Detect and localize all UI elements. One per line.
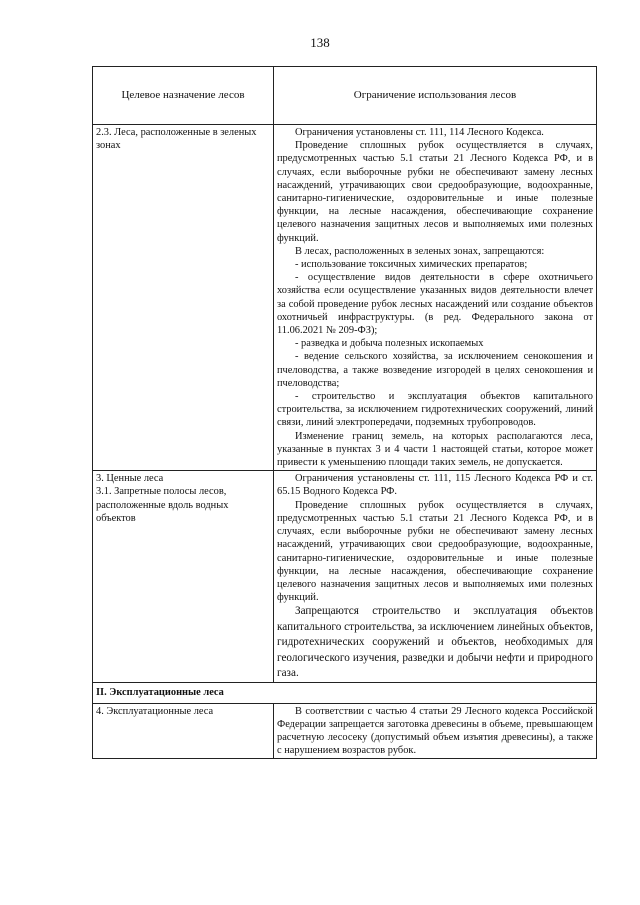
header-restriction: Ограничение использования лесов [274,67,597,125]
list-item: - ведение сельского хозяйства, за исключением сенокошения и пчеловодства, а также возведение изгородей в целях сенокошения и пчеловодства; [277,351,593,389]
paragraph: В соответствии с частью 4 статьи 29 Лесного кодекса Российской Федерации запрещается заготовка древесины в объеме, превышающем расчетную лесосеку (допустимый объем изъятия древесины), а также с нарушением возрастов рубок. [277,705,593,757]
list-item: - использование токсичных химических препаратов; [295,259,528,271]
row-purpose-text: 3. Ценные леса [96,473,164,485]
row-restriction-cell [274,125,597,471]
list-item: - строительство и эксплуатация объектов капитального строительства, за исключением гидротехнических сооружений, линий связи, линий электропередачи, подземных трубопроводов. [277,391,593,429]
table-row [93,703,597,759]
row-purpose-cell [93,703,274,759]
row-restriction-cell [274,703,597,759]
section-row [93,683,597,703]
header-purpose: Целевое назначение лесов [93,67,274,125]
row-restriction-cell [274,471,597,683]
paragraph: Ограничения установлены ст. 111, 115 Лесного Кодекса РФ и ст. 65.15 Водного Кодекса РФ. [277,473,593,498]
paragraph: Запрещаются строительство и эксплуатация объектов капитального строительства, за исключением линейных объектов, гидротехнических сооружений и объектов, необходимых для геологического изучения, разведки и добычи нефти и природного газа. [277,605,593,679]
page-number: 138 [310,35,330,50]
paragraph: Изменение границ земель, на которых располагаются леса, указанные в пунктах 3 и 4 части 1 настоящей статьи, которое может привести к уменьшению площади таких земель, не допускается. [277,430,593,469]
table-row [93,125,597,471]
paragraph: Проведение сплошных рубок осуществляется в случаях, предусмотренных частью 5.1 статьи 21 Лесного Кодекса РФ, и в случаях, если выборочные рубки не обеспечивают замену лесных насаждений, утрачивающих свои средообразующие, водоохранные, санитарно-гигиенические, оздоровительные и иные полезные функции, на лесные насаждения, обеспечивающие сохранение целевого назначения защитных лесов и выполняемых ими полезных функций. [277,499,593,604]
row-purpose-cell [93,471,274,683]
paragraph: Ограничения установлены ст. 111, 114 Лесного Кодекса. [295,127,544,138]
section-title: II. Эксплуатационные леса [93,683,597,703]
table-header-row [93,67,597,125]
list-item: - разведка и добыча полезных ископаемых [295,338,484,350]
row-purpose-text: 2.3. Леса, расположенные в зеленых зонах [96,127,257,152]
row-purpose-cell [93,125,274,471]
table-row [93,471,597,683]
forest-restrictions-table [92,66,597,759]
row-purpose-text: 3.1. Запретные полосы лесов, расположенные вдоль водных объектов [96,486,229,524]
list-item: - осуществление видов деятельности в сфере охотничьего хозяйства если осуществление указанных видов деятельности влечет за собой проведение рубок лесных насаждений или создание объектов охотничьей инфраструктуры. (в ред. Федерального закона от 11.06.2021 № 209-ФЗ); [277,272,593,337]
paragraph: Проведение сплошных рубок осуществляется в случаях, предусмотренных частью 5.1 статьи 21 Лесного Кодекса РФ, и в случаях, если выборочные рубки не обеспечивают замену лесных насаждений, утрачивающих свои средообразующие, водоохранные, санитарно-гигиенические, оздоровительные и иные полезные функции, на лесные насаждения, обеспечивающие сохранение целевого назначения защитных лесов и выполняемых ими полезных функций. [277,140,593,244]
row-purpose-text: 4. Эксплуатационные леса [96,705,214,717]
paragraph: В лесах, расположенных в зеленых зонах, запрещаются: [295,245,545,257]
